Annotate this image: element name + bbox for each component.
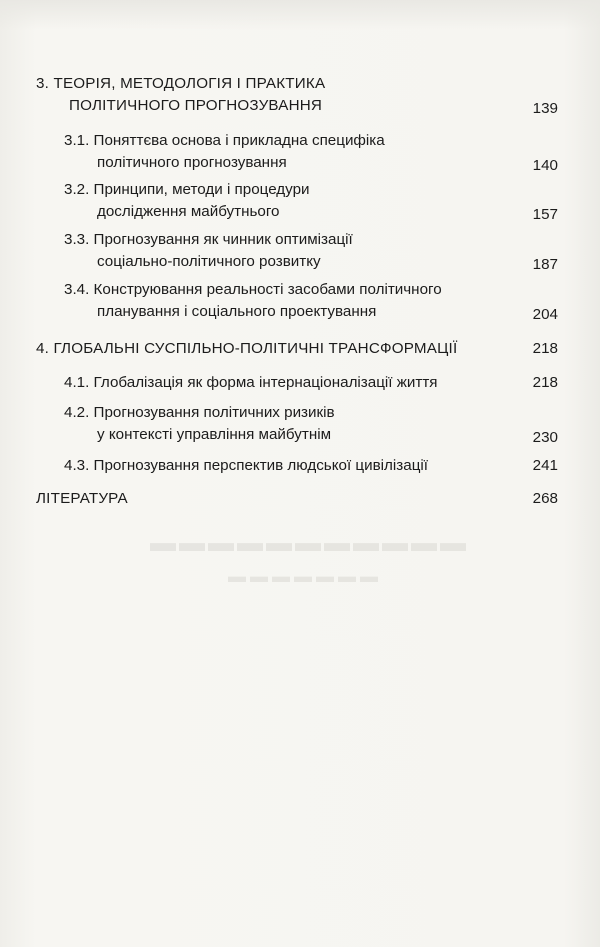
toc-line: 4.3. Прогнозування перспектив людської цивілізації: [64, 457, 428, 474]
toc-line: політичного прогнозування: [97, 154, 287, 171]
toc-entry-references[interactable]: [36, 488, 558, 510]
toc-page-number: 230: [532, 429, 558, 446]
toc-entry-title: [64, 372, 438, 394]
toc-page-number: 218: [532, 374, 558, 391]
toc-page-number: 140: [532, 157, 558, 174]
toc-page-number: 139: [532, 100, 558, 117]
toc-entry-section-4-2[interactable]: [64, 402, 558, 446]
toc-line: ЛІТЕРАТУРА: [36, 490, 128, 507]
toc-entry-section-3-3[interactable]: [64, 229, 558, 273]
toc-entry-title: [36, 338, 457, 360]
toc-line: 3.4. Конструювання реальності засобами політичного: [64, 281, 442, 298]
toc-page-number: 241: [532, 457, 558, 474]
toc-page-number: 187: [532, 256, 558, 273]
toc-entry-title: [64, 402, 335, 446]
toc-entry-section-3-2[interactable]: [64, 179, 558, 223]
toc-entry-section-4-3[interactable]: [64, 455, 558, 477]
toc-entry-title: [64, 455, 428, 477]
toc-line: 4.1. Глобалізація як форма інтернаціоналізації життя: [64, 374, 438, 391]
toc-entry-section-4-1[interactable]: [64, 372, 558, 394]
toc-entry-section-3-4[interactable]: [64, 279, 558, 323]
toc-entry-title: [36, 488, 128, 510]
toc-page-number: 204: [532, 306, 558, 323]
toc-entry-chapter-4[interactable]: [36, 338, 558, 360]
toc-line: 4. ГЛОБАЛЬНІ СУСПІЛЬНО-ПОЛІТИЧНІ ТРАНСФОРМАЦІЇ: [36, 340, 458, 357]
toc-line: у контексті управління майбутнім: [97, 426, 332, 443]
toc-line: 3.3. Прогнозування як чинник оптимізації: [64, 231, 353, 248]
toc-page-number: 157: [532, 206, 558, 223]
toc-line: дослідження майбутнього: [97, 203, 280, 220]
toc-entry-title: [64, 179, 310, 223]
toc-line: 4.2. Прогнозування політичних ризиків: [64, 404, 335, 421]
toc-entry-section-3-1[interactable]: [64, 130, 558, 174]
toc-line: ПОЛІТИЧНОГО ПРОГНОЗУВАННЯ: [69, 97, 323, 114]
toc-page-number: 218: [532, 340, 558, 357]
toc-line: соціально-політичного розвитку: [97, 253, 321, 270]
toc-line: 3.2. Принципи, методи і процедури: [64, 181, 310, 198]
toc-entry-title: [64, 130, 385, 174]
toc-entry-chapter-3[interactable]: [36, 73, 558, 117]
show-through-heading: ▬▬▬▬▬▬▬▬▬▬▬: [150, 528, 469, 557]
toc-line: 3.1. Поняттєва основа і прикладна специфіка: [64, 132, 385, 149]
toc-entry-title: [64, 229, 353, 273]
toc-entry-title: [36, 73, 325, 117]
toc-entry-title: [64, 279, 442, 323]
toc-line: 3. ТЕОРІЯ, МЕТОДОЛОГІЯ І ПРАКТИКА: [36, 75, 326, 92]
show-through-subheading: ▬▬▬▬▬▬▬: [228, 566, 382, 586]
toc-page-number: 268: [532, 490, 558, 507]
toc-line: планування і соціального проектування: [97, 303, 377, 320]
